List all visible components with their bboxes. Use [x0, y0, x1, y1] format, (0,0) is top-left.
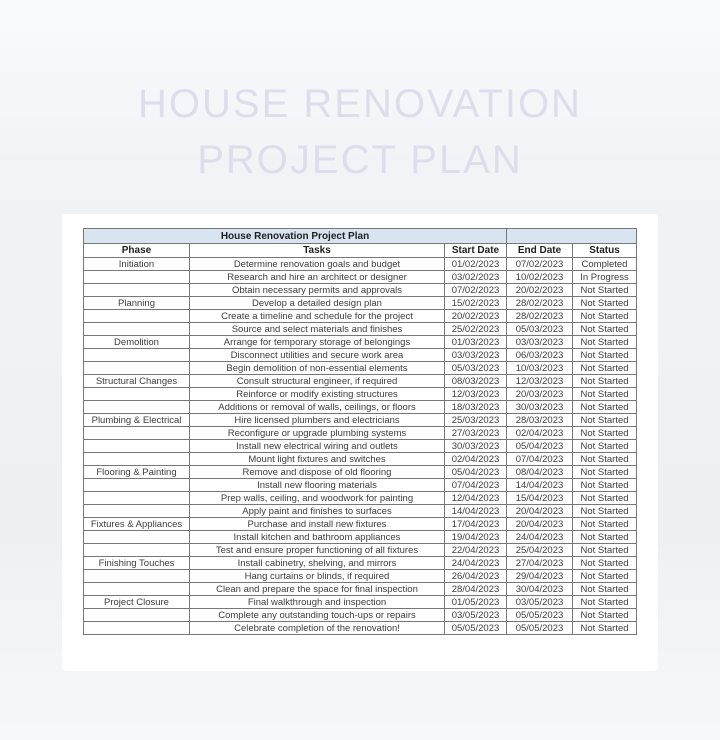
table-header-row [84, 244, 637, 258]
phase-cell [84, 583, 190, 596]
phase-cell: Planning [84, 297, 190, 310]
table-row [84, 466, 637, 479]
task-cell: Source and select materials and finishes [190, 323, 445, 336]
task-cell: Install new electrical wiring and outlets [190, 440, 445, 453]
end-date-cell: 05/05/2023 [507, 609, 573, 622]
status-cell: Not Started [573, 583, 637, 596]
task-cell: Develop a detailed design plan [190, 297, 445, 310]
status-cell: Not Started [573, 375, 637, 388]
start-date-cell: 17/04/2023 [445, 518, 507, 531]
table-row [84, 557, 637, 570]
task-cell: Celebrate completion of the renovation! [190, 622, 445, 635]
end-date-cell: 28/02/2023 [507, 310, 573, 323]
task-cell: Research and hire an architect or designer [190, 271, 445, 284]
table-row [84, 440, 637, 453]
end-date-cell: 28/02/2023 [507, 297, 573, 310]
task-cell: Install cabinetry, shelving, and mirrors [190, 557, 445, 570]
table-row [84, 414, 637, 427]
start-date-cell: 26/04/2023 [445, 570, 507, 583]
phase-cell [84, 505, 190, 518]
end-date-cell: 05/03/2023 [507, 323, 573, 336]
task-cell: Prep walls, ceiling, and woodwork for painting [190, 492, 445, 505]
table-row [84, 505, 637, 518]
status-cell: Not Started [573, 427, 637, 440]
status-cell: Not Started [573, 440, 637, 453]
phase-cell: Fixtures & Appliances [84, 518, 190, 531]
phase-cell [84, 427, 190, 440]
start-date-cell: 03/03/2023 [445, 349, 507, 362]
phase-cell: Finishing Touches [84, 557, 190, 570]
start-date-cell: 20/02/2023 [445, 310, 507, 323]
task-cell: Reconfigure or upgrade plumbing systems [190, 427, 445, 440]
end-date-cell: 20/04/2023 [507, 505, 573, 518]
phase-cell [84, 479, 190, 492]
table-row [84, 479, 637, 492]
end-date-cell: 05/05/2023 [507, 622, 573, 635]
task-cell: Remove and dispose of old flooring [190, 466, 445, 479]
status-cell: In Progress [573, 271, 637, 284]
task-cell: Hang curtains or blinds, if required [190, 570, 445, 583]
end-date-cell: 14/04/2023 [507, 479, 573, 492]
end-date-cell: 20/03/2023 [507, 388, 573, 401]
end-date-cell: 30/04/2023 [507, 583, 573, 596]
status-cell: Not Started [573, 323, 637, 336]
start-date-cell: 01/05/2023 [445, 596, 507, 609]
phase-cell [84, 609, 190, 622]
start-date-cell: 18/03/2023 [445, 401, 507, 414]
task-cell: Apply paint and finishes to surfaces [190, 505, 445, 518]
status-cell: Not Started [573, 297, 637, 310]
phase-cell [84, 388, 190, 401]
start-date-cell: 07/04/2023 [445, 479, 507, 492]
task-cell: Reinforce or modify existing structures [190, 388, 445, 401]
status-cell: Not Started [573, 362, 637, 375]
end-date-cell: 20/02/2023 [507, 284, 573, 297]
status-cell: Not Started [573, 531, 637, 544]
table-row [84, 570, 637, 583]
task-cell: Additions or removal of walls, ceilings, or floors [190, 401, 445, 414]
phase-cell [84, 310, 190, 323]
table-title-row [84, 229, 637, 244]
column-header-start-date: Start Date [445, 244, 507, 258]
table-row [84, 258, 637, 271]
task-cell: Obtain necessary permits and approvals [190, 284, 445, 297]
end-date-cell: 27/04/2023 [507, 557, 573, 570]
task-cell: Create a timeline and schedule for the project [190, 310, 445, 323]
phase-cell [84, 349, 190, 362]
table-row [84, 401, 637, 414]
page-title-line1: HOUSE RENOVATION [138, 82, 582, 126]
task-cell: Clean and prepare the space for final inspection [190, 583, 445, 596]
table-row [84, 297, 637, 310]
task-cell: Complete any outstanding touch-ups or repairs [190, 609, 445, 622]
start-date-cell: 05/03/2023 [445, 362, 507, 375]
table-row [84, 518, 637, 531]
status-cell: Not Started [573, 479, 637, 492]
end-date-cell: 24/04/2023 [507, 531, 573, 544]
status-cell: Not Started [573, 466, 637, 479]
status-cell: Not Started [573, 284, 637, 297]
end-date-cell: 15/04/2023 [507, 492, 573, 505]
task-cell: Consult structural engineer, if required [190, 375, 445, 388]
task-cell: Install kitchen and bathroom appliances [190, 531, 445, 544]
status-cell: Not Started [573, 622, 637, 635]
column-header-phase: Phase [84, 244, 190, 258]
status-cell: Not Started [573, 609, 637, 622]
phase-cell: Demolition [84, 336, 190, 349]
end-date-cell: 03/03/2023 [507, 336, 573, 349]
table-row [84, 336, 637, 349]
start-date-cell: 30/03/2023 [445, 440, 507, 453]
phase-cell [84, 570, 190, 583]
task-cell: Test and ensure proper functioning of all fixtures [190, 544, 445, 557]
end-date-cell: 25/04/2023 [507, 544, 573, 557]
phase-cell [84, 492, 190, 505]
start-date-cell: 27/03/2023 [445, 427, 507, 440]
table-row [84, 427, 637, 440]
task-cell: Hire licensed plumbers and electricians [190, 414, 445, 427]
phase-cell: Plumbing & Electrical [84, 414, 190, 427]
task-cell: Arrange for temporary storage of belongings [190, 336, 445, 349]
task-cell: Install new flooring materials [190, 479, 445, 492]
table-row [84, 284, 637, 297]
table-row [84, 531, 637, 544]
table-row [84, 492, 637, 505]
status-cell: Not Started [573, 414, 637, 427]
table-row [84, 388, 637, 401]
start-date-cell: 25/03/2023 [445, 414, 507, 427]
phase-cell [84, 323, 190, 336]
status-cell: Not Started [573, 596, 637, 609]
task-cell: Mount light fixtures and switches [190, 453, 445, 466]
phase-cell [84, 271, 190, 284]
end-date-cell: 06/03/2023 [507, 349, 573, 362]
phase-cell [84, 544, 190, 557]
status-cell: Completed [573, 258, 637, 271]
status-cell: Not Started [573, 492, 637, 505]
start-date-cell: 05/04/2023 [445, 466, 507, 479]
page-title-line2: PROJECT PLAN [197, 138, 523, 182]
page-title [0, 0, 720, 188]
phase-cell [84, 284, 190, 297]
start-date-cell: 01/03/2023 [445, 336, 507, 349]
start-date-cell: 03/05/2023 [445, 609, 507, 622]
start-date-cell: 02/04/2023 [445, 453, 507, 466]
phase-cell [84, 531, 190, 544]
end-date-cell: 07/02/2023 [507, 258, 573, 271]
start-date-cell: 22/04/2023 [445, 544, 507, 557]
task-cell: Purchase and install new fixtures [190, 518, 445, 531]
end-date-cell: 08/04/2023 [507, 466, 573, 479]
phase-cell: Project Closure [84, 596, 190, 609]
phase-cell: Flooring & Painting [84, 466, 190, 479]
task-cell: Determine renovation goals and budget [190, 258, 445, 271]
end-date-cell: 02/04/2023 [507, 427, 573, 440]
end-date-cell: 30/03/2023 [507, 401, 573, 414]
start-date-cell: 07/02/2023 [445, 284, 507, 297]
table-row [84, 349, 637, 362]
phase-cell [84, 362, 190, 375]
end-date-cell: 07/04/2023 [507, 453, 573, 466]
end-date-cell: 10/02/2023 [507, 271, 573, 284]
table-row [84, 362, 637, 375]
table-title-spacer-cell [507, 229, 637, 244]
status-cell: Not Started [573, 518, 637, 531]
start-date-cell: 28/04/2023 [445, 583, 507, 596]
task-cell: Disconnect utilities and secure work area [190, 349, 445, 362]
table-row [84, 323, 637, 336]
status-cell: Not Started [573, 336, 637, 349]
end-date-cell: 29/04/2023 [507, 570, 573, 583]
end-date-cell: 20/04/2023 [507, 518, 573, 531]
task-cell: Begin demolition of non-essential elements [190, 362, 445, 375]
status-cell: Not Started [573, 557, 637, 570]
end-date-cell: 03/05/2023 [507, 596, 573, 609]
start-date-cell: 12/04/2023 [445, 492, 507, 505]
start-date-cell: 19/04/2023 [445, 531, 507, 544]
phase-cell: Structural Changes [84, 375, 190, 388]
table-row [84, 375, 637, 388]
end-date-cell: 12/03/2023 [507, 375, 573, 388]
start-date-cell: 14/04/2023 [445, 505, 507, 518]
project-plan-table [83, 228, 637, 635]
column-header-end-date: End Date [507, 244, 573, 258]
status-cell: Not Started [573, 349, 637, 362]
status-cell: Not Started [573, 401, 637, 414]
table-row [84, 583, 637, 596]
start-date-cell: 08/03/2023 [445, 375, 507, 388]
end-date-cell: 05/04/2023 [507, 440, 573, 453]
phase-cell [84, 622, 190, 635]
table-row [84, 310, 637, 323]
status-cell: Not Started [573, 310, 637, 323]
column-header-tasks: Tasks [190, 244, 445, 258]
start-date-cell: 01/02/2023 [445, 258, 507, 271]
start-date-cell: 25/02/2023 [445, 323, 507, 336]
status-cell: Not Started [573, 570, 637, 583]
column-header-status: Status [573, 244, 637, 258]
start-date-cell: 03/02/2023 [445, 271, 507, 284]
start-date-cell: 05/05/2023 [445, 622, 507, 635]
task-cell: Final walkthrough and inspection [190, 596, 445, 609]
status-cell: Not Started [573, 388, 637, 401]
table-title: House Renovation Project Plan [84, 229, 507, 244]
start-date-cell: 24/04/2023 [445, 557, 507, 570]
end-date-cell: 28/03/2023 [507, 414, 573, 427]
phase-cell: Initiation [84, 258, 190, 271]
table-row [84, 271, 637, 284]
table-row [84, 609, 637, 622]
phase-cell [84, 401, 190, 414]
status-cell: Not Started [573, 453, 637, 466]
phase-cell [84, 440, 190, 453]
table-row [84, 544, 637, 557]
table-row [84, 453, 637, 466]
start-date-cell: 15/02/2023 [445, 297, 507, 310]
end-date-cell: 10/03/2023 [507, 362, 573, 375]
table-row [84, 596, 637, 609]
table-card [62, 214, 658, 671]
status-cell: Not Started [573, 505, 637, 518]
start-date-cell: 12/03/2023 [445, 388, 507, 401]
phase-cell [84, 453, 190, 466]
status-cell: Not Started [573, 544, 637, 557]
table-row [84, 622, 637, 635]
